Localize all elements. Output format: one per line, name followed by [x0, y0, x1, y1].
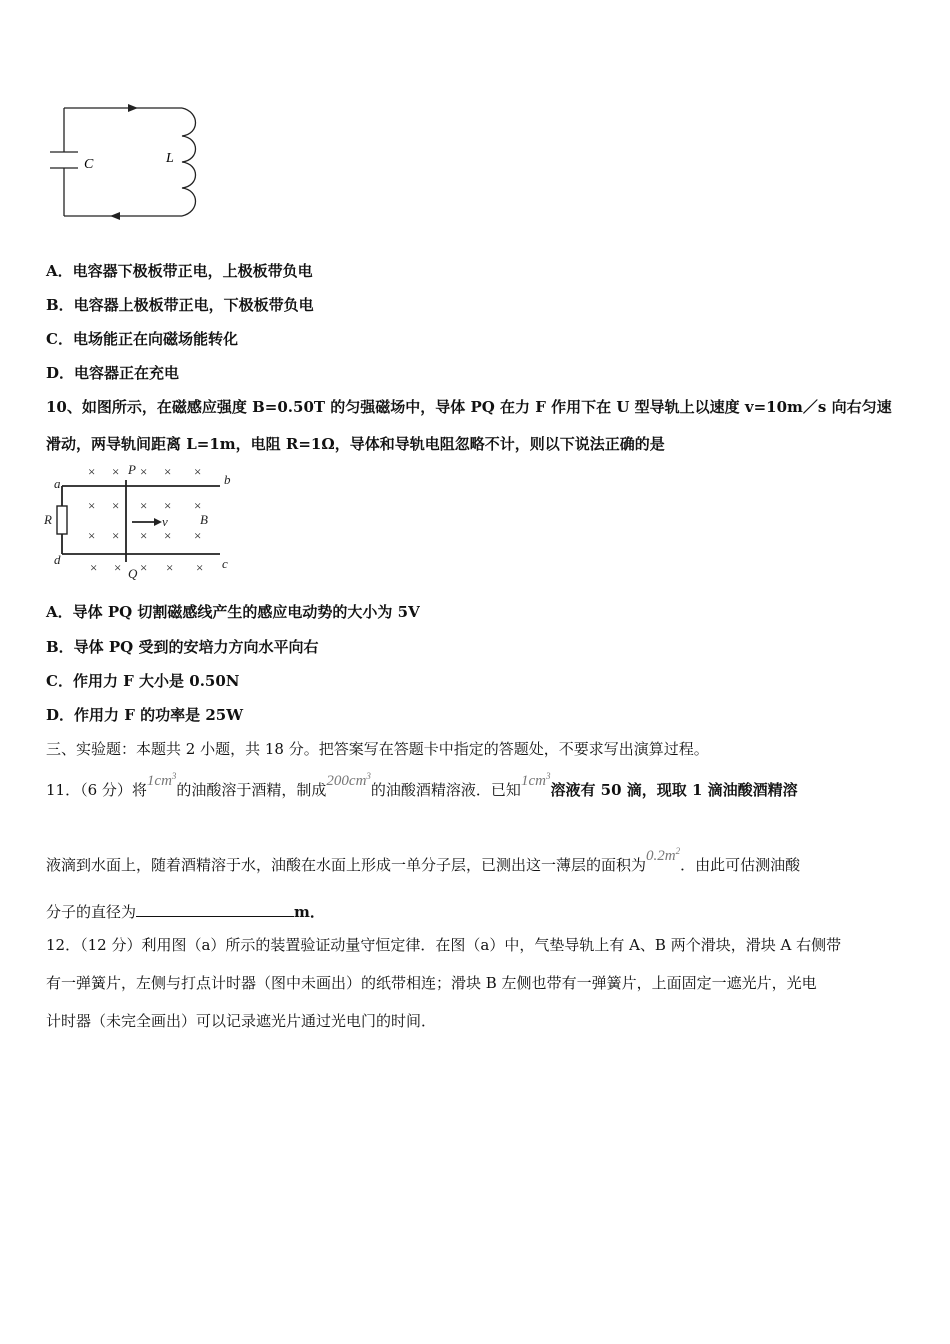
q11-text: 的油酸酒精溶液．已知 [370, 781, 521, 799]
point-c-label: c [222, 556, 228, 571]
q10-option-d: D．作用力 F 的功率是 25W [46, 706, 244, 724]
q11-formula-area: $0.2m^2$ [646, 846, 681, 864]
velocity-label: v [162, 514, 168, 529]
q11-formula-drop-volume: $1cm^3$ [520, 771, 551, 789]
field-cross: × [194, 528, 202, 543]
q11-text: 液滴到水面上，随着酒精溶于水，油酸在水面上形成一单分子层，已测出这一薄层的面积为 [46, 856, 647, 874]
q12-stem-line2: 有一弹簧片，左侧与打点计时器（图中未画出）的纸带相连；滑块 B 左侧也带有一弹簧片，上面固定一遮光片，光电 [46, 974, 817, 992]
field-cross: × [112, 464, 120, 479]
field-cross: × [88, 498, 96, 513]
q10-option-a: A．导体 PQ 切割磁感线产生的感应电动势的大小为 5V [46, 603, 420, 621]
field-cross: × [194, 464, 202, 479]
q10-stem-line2: 滑动，两导轨间距离 L=1m，电阻 R=1Ω，导体和导轨电阻忽略不计，则以下说法正确的是 [46, 435, 665, 453]
field-b-label: B [200, 512, 208, 527]
field-cross: × [194, 498, 202, 513]
q11-text: ．由此可估测油酸 [680, 856, 801, 874]
q9-option-d: D．电容器正在充电 [46, 364, 180, 382]
field-cross: × [166, 560, 174, 575]
section-3-heading: 三、实验题：本题共 2 小题，共 18 分。把答案写在答题卡中指定的答题处，不要求写出演算过程。 [46, 740, 709, 758]
field-cross: × [164, 528, 172, 543]
field-cross: × [112, 528, 120, 543]
field-cross: × [140, 560, 148, 575]
capacitor-label: C [84, 157, 94, 172]
q12-stem-line1: 12．（12 分）利用图（a）所示的装置验证动量守恒定律．在图（a）中，气垫导轨上有 A、B 两个滑块，滑块 A 右侧带 [46, 936, 842, 954]
point-q-label: Q [128, 566, 138, 581]
inductor-label: L [166, 151, 174, 166]
field-cross: × [140, 528, 148, 543]
point-p-label: P [128, 462, 136, 477]
point-d-label: d [54, 552, 61, 567]
q11-formula-solution-volume: $200cm^3$ [326, 771, 371, 789]
q11-text: 溶液有 50 滴，现取 1 滴油酸酒精溶 [550, 781, 798, 799]
field-cross: × [90, 560, 98, 575]
q11-stem-line1 [46, 771, 798, 801]
rail-magnetic-field-diagram [40, 460, 240, 585]
point-a-label: a [54, 476, 61, 491]
field-cross: × [140, 464, 148, 479]
q11-stem-line3 [46, 902, 325, 922]
field-cross: × [196, 560, 204, 575]
answer-blank[interactable] [136, 902, 294, 917]
q12-stem-line3: 计时器（未完全画出）可以记录遮光片通过光电门的时间． [46, 1012, 437, 1030]
field-cross: × [88, 528, 96, 543]
q10-stem-line1: 10、如图所示，在磁感应强度 B=0.50T 的匀强磁场中，导体 PQ 在力 F 作用下在 U 型导轨上以速度 v=10m／s 向右匀速 [46, 398, 892, 416]
field-cross: × [140, 498, 148, 513]
q11-text: 的油酸溶于酒精，制成 [176, 781, 327, 799]
field-cross: × [114, 560, 122, 575]
q11-unit: m． [294, 903, 325, 921]
q9-option-c: C．电场能正在向磁场能转化 [46, 330, 238, 348]
field-cross: × [112, 498, 120, 513]
q9-option-a: A．电容器下极板带正电，上极板带负电 [46, 262, 313, 280]
q11-formula-oil-volume: $1cm^3$ [146, 771, 177, 789]
q11-stem-line2 [46, 846, 801, 876]
field-cross: × [164, 464, 172, 479]
field-cross: × [88, 464, 96, 479]
point-b-label: b [224, 472, 231, 487]
field-cross: × [164, 498, 172, 513]
q10-option-b: B．导体 PQ 受到的安培力方向水平向右 [46, 638, 319, 656]
q9-option-b: B．电容器上极板带正电，下极板带负电 [46, 296, 314, 314]
q10-option-c: C．作用力 F 大小是 0.50N [46, 672, 240, 690]
q11-text: 分子的直径为 [46, 903, 137, 921]
q11-text: 11．（6 分）将 [46, 781, 147, 799]
resistor-label: R [44, 512, 52, 527]
lc-circuit-diagram [44, 100, 204, 225]
